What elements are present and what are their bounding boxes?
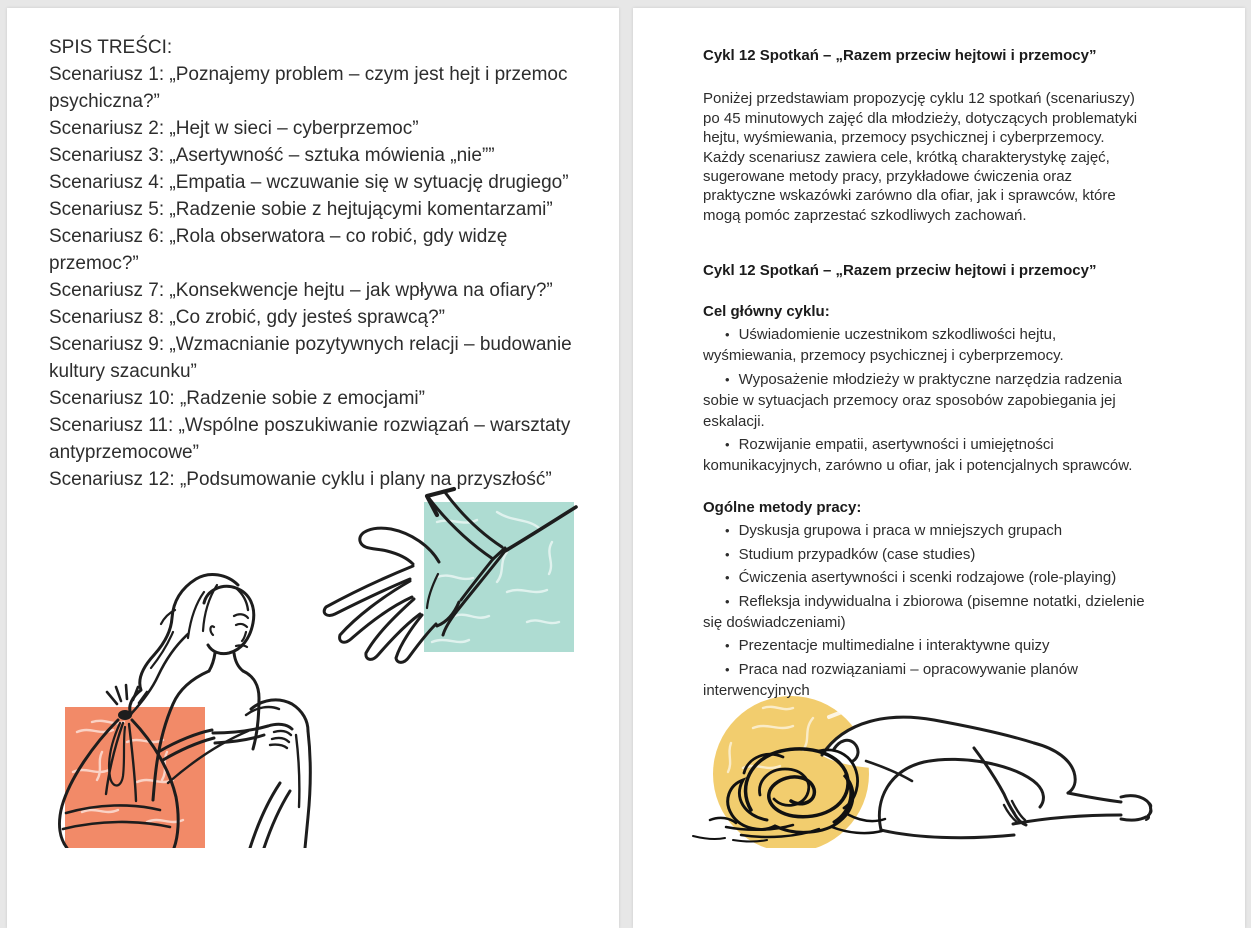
toc-item: Scenariusz 8: „Co zrobić, gdy jesteś sprawcą?” [49,307,445,328]
list-item [703,520,1148,541]
list-item [703,567,1148,588]
list-item-text: Studium przypadków (case studies) [738,545,976,563]
goal-list [703,324,1148,476]
cycle-heading-repeat: Cykl 12 Spotkań – „Razem przeciw hejtowi i przemocy” [703,262,1097,280]
toc-item: Scenariusz 12: „Podsumowanie cyklu i plany na przyszłość” [49,469,552,490]
toc-item: Scenariusz 6: „Rola obserwatora – co robić, gdy widzę przemoc?” [49,226,508,274]
toc-item: Scenariusz 10: „Radzenie sobie z emocjami” [49,388,425,409]
bullet-glyph: • [725,638,730,654]
table-of-contents [7,8,619,493]
list-item-text: Refleksja indywidualna i zbiorowa (pisemne notatki, dzielenie się doświadczeniami) [703,592,1145,631]
methods-list [703,520,1148,701]
bullet-glyph: • [725,570,730,586]
list-item [703,591,1148,633]
document-page-2 [633,8,1245,928]
bullet-glyph: • [725,371,730,387]
list-item [703,434,1148,476]
bullet-glyph: • [725,523,730,539]
goal-heading: Cel główny cyklu: [703,302,830,320]
list-item-text: Uświadomienie uczestnikom szkodliwości hejtu, wyśmiewania, przemocy psychicznej i cyberprzemocy. [703,326,1064,365]
toc-item: Scenariusz 4: „Empatia – wczuwanie się w sytuację drugiego” [49,172,569,193]
list-item [703,659,1148,701]
document-page-1 [7,8,619,928]
toc-title: SPIS TREŚCI: [49,37,173,58]
bullet-glyph: • [725,327,730,343]
toc-item: Scenariusz 7: „Konsekwencje hejtu – jak wpływa na ofiary?” [49,280,553,301]
methods-heading: Ogólne metody pracy: [703,499,862,517]
toc-item: Scenariusz 3: „Asertywność – sztuka mówienia „nie”” [49,145,495,166]
list-item-text: Dyskusja grupowa i praca w mniejszych grupach [738,522,1063,540]
intro-paragraph: Poniżej przedstawiam propozycję cyklu 12 spotkań (scenariuszy) po 45 minutowych zajęć dla młodzieży, dotyczących problematyki hejtu, wyśmiewania, przemocy psychicznej i cyberprzemocy. Każdy scenariusz zawiera cele, krótką charakterystykę zajęć, sugerowane metody pracy, przykładowe ćwiczenia oraz praktyczne wskazówki zarówno dla ofiar, jak i sprawców, które mogą pomóc zaprzestać szkodliwych zachowań. [703,90,1138,224]
list-item [703,635,1148,656]
list-item [703,369,1148,432]
toc-item: Scenariusz 9: „Wzmacnianie pozytywnych relacji – budowanie kultury szacunku” [49,334,572,382]
toc-item: Scenariusz 1: „Poznajemy problem – czym jest hejt i przemoc psychiczna?” [49,64,568,112]
illustration-sad-person-and-helping-hand [7,482,619,848]
toc-item: Scenariusz 5: „Radzenie sobie z hejtującymi komentarzami” [49,199,553,220]
list-item-text: Ćwiczenia asertywności i scenki rodzajowe (role-playing) [738,569,1117,587]
document-body [633,8,1245,701]
cycle-heading: Cykl 12 Spotkań – „Razem przeciw hejtowi i przemocy” [703,47,1097,64]
bullet-glyph: • [725,593,730,609]
list-item-text: Prezentacje multimedialne i interaktywne quizy [738,637,1050,655]
bullet-glyph: • [725,546,730,562]
illustration-person-lying-down [633,688,1245,848]
bullet-glyph: • [725,437,730,453]
list-item-text: Wyposażenie młodzieży w praktyczne narzędzia radzenia sobie w sytuacjach przemocy oraz sposobów zapobiegania jej eskalacji. [703,370,1122,430]
toc-item: Scenariusz 2: „Hejt w sieci – cyberprzemoc” [49,118,419,139]
bullet-glyph: • [725,661,730,677]
list-item-text: Rozwijanie empatii, asertywności i umiejętności komunikacyjnych, zarówno u ofiar, jak i potencjalnych sprawców. [703,436,1133,475]
list-item [703,544,1148,565]
toc-item: Scenariusz 11: „Wspólne poszukiwanie rozwiązań – warsztaty antyprzemocowe” [49,415,571,463]
list-item [703,324,1148,366]
list-item-text: Praca nad rozwiązaniami – opracowywanie planów interwencyjnych [703,660,1078,699]
